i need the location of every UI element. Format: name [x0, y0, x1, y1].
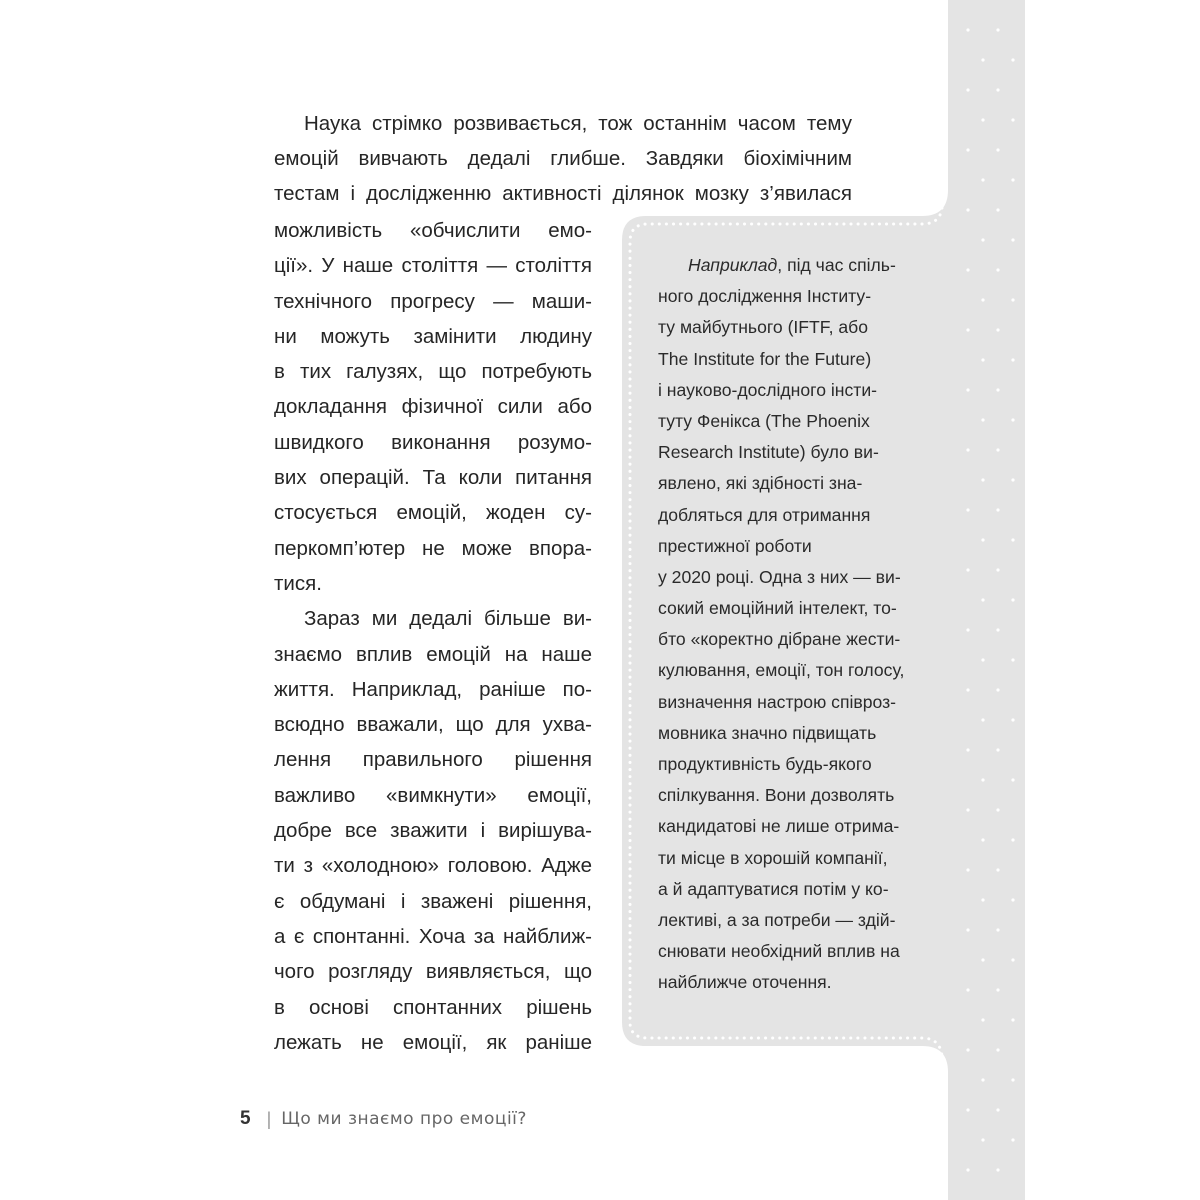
sidebar-dot [996, 748, 999, 751]
sidebar-callout [658, 250, 928, 999]
sidebar-dot [981, 958, 984, 961]
sidebar-dot [981, 778, 984, 781]
chapter-title: Що ми знаємо про емоції? [281, 1109, 527, 1129]
sidebar-dot [1011, 958, 1014, 961]
paragraph-line: всюдно вважали, що для ухва- [274, 713, 592, 737]
callout-line: бто «коректно дібране жести- [658, 629, 901, 650]
callout-line: явлено, які здібності зна- [658, 473, 863, 494]
paragraph-line: добре все зважити і вирішува- [274, 819, 592, 843]
callout-line: сокий емоційний інтелект, то- [658, 598, 897, 619]
sidebar-dot [996, 868, 999, 871]
sidebar-dot [966, 1048, 969, 1051]
sidebar-dot [966, 568, 969, 571]
sidebar-dot [1011, 238, 1014, 241]
sidebar-dot [996, 1108, 999, 1111]
paragraph-line: вих операцій. Та коли питання [274, 466, 592, 490]
paragraph-line: технічного прогресу — маши- [274, 289, 592, 313]
sidebar-dot [966, 328, 969, 331]
sidebar-dot [1011, 478, 1014, 481]
sidebar-dot [996, 28, 999, 31]
sidebar-dot [966, 628, 969, 631]
paragraph-line: можливість «обчислити емо- [274, 219, 592, 242]
sidebar-dot [966, 688, 969, 691]
paragraph-line: є обдумані і зважені рішення, [274, 889, 592, 913]
callout-line: мовника значно підвищать [658, 722, 877, 743]
sidebar-dot [996, 628, 999, 631]
sidebar-dot [966, 508, 969, 511]
paragraph-line: лення правильного рішення [274, 748, 592, 772]
sidebar-dot [1011, 898, 1014, 901]
sidebar-dot [996, 328, 999, 331]
callout-line: лективі, а за потреби — здій- [658, 909, 896, 930]
sidebar-dot [996, 448, 999, 451]
callout-line: і науково-дослідного інсти- [658, 379, 878, 400]
sidebar-dot [1011, 1138, 1014, 1141]
sidebar-dot [966, 808, 969, 811]
sidebar-dot [1011, 178, 1014, 181]
sidebar-dot [996, 808, 999, 811]
sidebar-dot [966, 988, 969, 991]
page-footer [240, 1108, 527, 1130]
callout-line: ту майбутнього (IFTF, або [658, 317, 869, 338]
paragraph-line: життя. Наприклад, раніше по- [274, 677, 592, 701]
sidebar-dot [1011, 418, 1014, 421]
callout-line: добляться для отримання [658, 504, 871, 525]
sidebar-dot [1011, 118, 1014, 121]
paragraph-line: ни можуть замінити людину [274, 324, 592, 348]
callout-italic-lead: Наприклад [688, 255, 778, 275]
callout-lead-rest: , під час спіль- [777, 255, 896, 275]
sidebar-dot [966, 928, 969, 931]
sidebar-dot [981, 838, 984, 841]
paragraph-line: докладання фізичної сили або [274, 395, 592, 419]
sidebar-dot [996, 1168, 999, 1171]
sidebar-dot [981, 1138, 984, 1141]
sidebar-dot [981, 658, 984, 661]
sidebar-dot [1011, 658, 1014, 661]
sidebar-dot [996, 268, 999, 271]
paragraph-line: а є спонтанні. Хоча за найближ- [274, 924, 592, 948]
sidebar-dot [996, 88, 999, 91]
sidebar-dot [966, 208, 969, 211]
sidebar-dot [1011, 1018, 1014, 1021]
paragraph-line: перкомп’ютер не може впора- [274, 536, 592, 560]
sidebar-dot [996, 208, 999, 211]
main-text-column [274, 213, 592, 1060]
callout-line: у 2020 році. Одна з них — ви- [658, 566, 901, 587]
sidebar-dot [981, 118, 984, 121]
sidebar-dot [966, 1168, 969, 1171]
paragraph-line: в тих галузях, що потребують [274, 360, 592, 384]
sidebar-dot [996, 688, 999, 691]
sidebar-dot [996, 508, 999, 511]
callout-line: туту Фенікса (The Phoenix [658, 410, 870, 431]
sidebar-dot [1011, 298, 1014, 301]
callout-line: The Institute for the Future) [658, 348, 872, 369]
paragraph-line: швидкого виконання розумо- [274, 430, 592, 454]
paragraph-line: важливо «вимкнути» емоції, [274, 783, 592, 807]
paragraph-line: в основі спонтанних рішень [274, 995, 592, 1019]
callout-line: кулювання, емоції, тон голосу, [658, 660, 905, 681]
callout-line: Research Institute) було ви- [658, 442, 879, 463]
callout-line: визначення настрою співроз- [658, 691, 897, 712]
sidebar-dot [966, 1108, 969, 1111]
callout-line: ного дослідження Інститу- [658, 286, 872, 307]
sidebar-dot [981, 358, 984, 361]
callout-line: продуктивність будь-якого [658, 754, 872, 774]
paragraph-line: Зараз ми дедалі більше ви- [304, 607, 592, 631]
sidebar-dot [981, 178, 984, 181]
callout-line: кандидатові не лише отрима- [658, 816, 900, 837]
sidebar-dot [981, 598, 984, 601]
sidebar-dot [996, 928, 999, 931]
callout-line [658, 250, 928, 281]
sidebar-dot [966, 148, 969, 151]
sidebar-dot [981, 238, 984, 241]
sidebar-dot [981, 418, 984, 421]
paragraph-line: лежать не емоції, як раніше [274, 1030, 592, 1054]
sidebar-dot [981, 298, 984, 301]
sidebar-dot [981, 58, 984, 61]
sidebar-dot [1011, 778, 1014, 781]
paragraph-line: емоцій вивчають дедалі глибше. Завдяки біохімічним [274, 147, 852, 170]
sidebar-dot [981, 718, 984, 721]
sidebar-dot [996, 388, 999, 391]
sidebar-dot [996, 988, 999, 991]
page-number: 5 [240, 1108, 251, 1129]
paragraph-line: стосується емоцій, жоден су- [274, 501, 592, 525]
callout-line: а й адаптуватися потім у ко- [658, 878, 889, 899]
sidebar-dot [1011, 58, 1014, 61]
callout-line: снювати необхідний вплив на [658, 941, 900, 962]
sidebar-dot [1011, 838, 1014, 841]
sidebar-dot [981, 898, 984, 901]
sidebar-dot [1011, 538, 1014, 541]
callout-line: спілкування. Вони дозволять [658, 785, 895, 806]
callout-line: ти місце в хорошій компанії, [658, 847, 888, 868]
paragraph-line: тися. [274, 571, 322, 595]
main-text-top [274, 106, 852, 211]
sidebar-dot [996, 148, 999, 151]
sidebar-dot [966, 268, 969, 271]
sidebar-dot [981, 1018, 984, 1021]
paragraph-line: знаємо вплив емоцій на наше [274, 642, 592, 666]
sidebar-dot [966, 388, 969, 391]
sidebar-dot [966, 88, 969, 91]
sidebar-dot [1011, 598, 1014, 601]
sidebar-dot [981, 478, 984, 481]
paragraph-line: Наука стрімко розвивається, тож останнім часом тему [304, 112, 852, 135]
sidebar-dot [996, 1048, 999, 1051]
footer-separator: | [266, 1108, 272, 1129]
callout-line: найближче оточення. [658, 972, 832, 993]
sidebar-dot [966, 868, 969, 871]
sidebar-dot [966, 748, 969, 751]
sidebar-dot [1011, 1078, 1014, 1081]
callout-line: престижної роботи [658, 535, 812, 556]
sidebar-dot [1011, 358, 1014, 361]
sidebar-dot [981, 1078, 984, 1081]
paragraph-line: ції». У наше століття — століття [274, 254, 592, 278]
paragraph-line: тестам і дослідженню активності ділянок мозку з’явилася [274, 182, 852, 205]
sidebar-dot [1011, 718, 1014, 721]
paragraph-line: чого розгляду виявляється, що [274, 960, 592, 984]
sidebar-dot [966, 448, 969, 451]
sidebar-dot [996, 568, 999, 571]
paragraph-line: ти з «холодною» головою. Адже [274, 854, 592, 878]
sidebar-dot [966, 28, 969, 31]
sidebar-dot [981, 538, 984, 541]
